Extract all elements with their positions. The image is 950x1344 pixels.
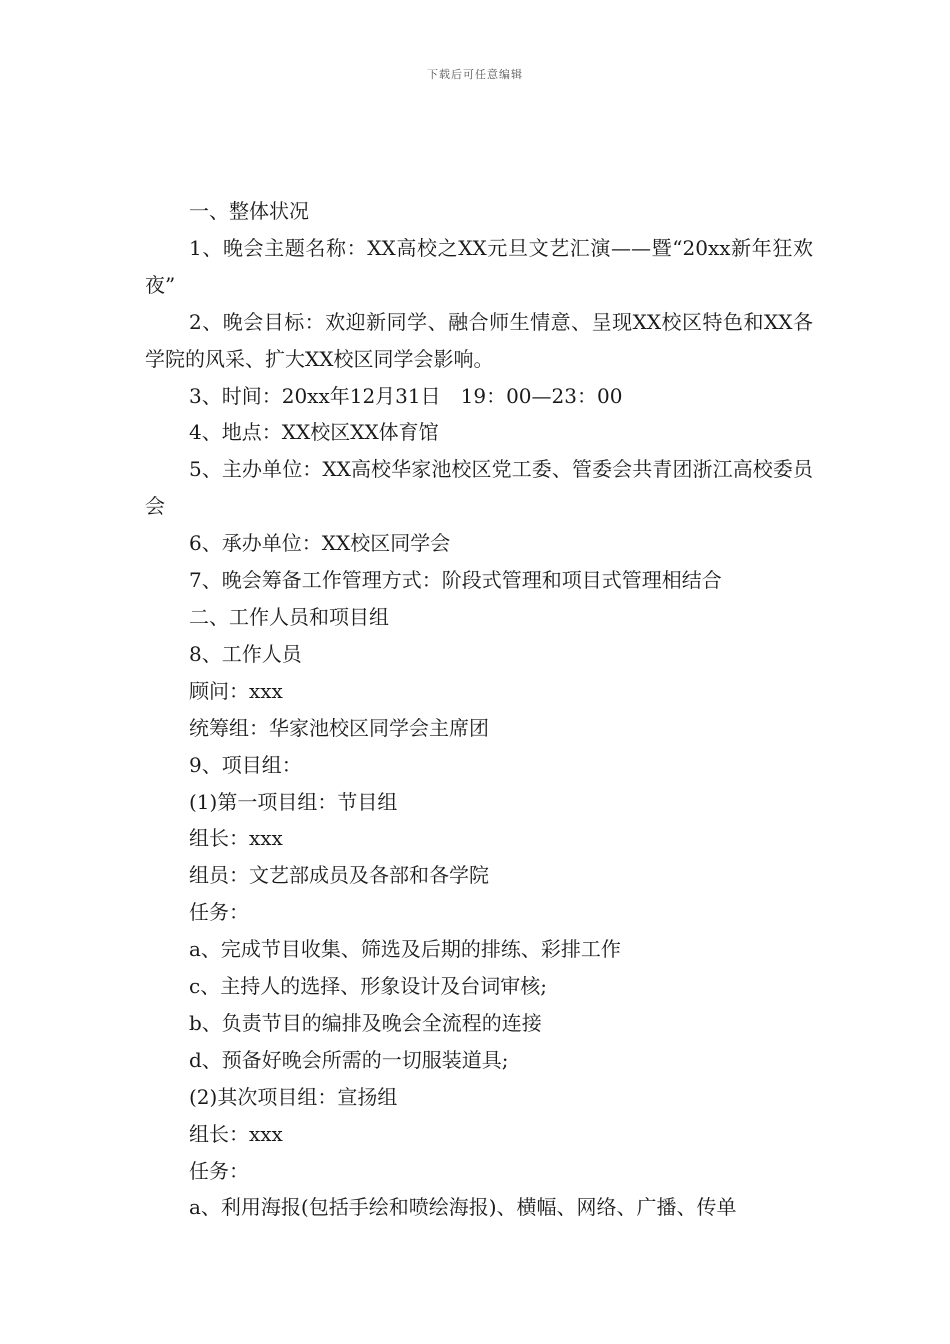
- paragraph-management: 7、晚会筹备工作管理方式：阶段式管理和项目式管理相结合: [189, 568, 722, 593]
- paragraph-group-1-tasks: 任务：: [189, 900, 249, 925]
- paragraph-group-1-members: 组员：文艺部成员及各部和各学院: [189, 863, 489, 888]
- paragraph-project-groups: 9、项目组：: [189, 752, 302, 777]
- paragraph-advisor: 顾问：xxx: [189, 678, 283, 703]
- page-header: 下载后可任意编辑: [427, 68, 523, 81]
- paragraph-group-2-leader: 组长：xxx: [189, 1121, 283, 1146]
- paragraph-organizer: 5、主办单位：XX高校华家池校区党工委、管委会共青团浙江高校委员会: [145, 457, 813, 519]
- list-item: a、利用海报(包括手绘和喷绘海报)、横幅、网络、广播、传单: [189, 1195, 737, 1220]
- document-body: [145, 193, 813, 1226]
- paragraph-coordination: 统筹组：华家池校区同学会主席团: [189, 715, 489, 740]
- paragraph-time: 3、时间：20xx年12月31日 19：00—23：00: [189, 383, 623, 408]
- paragraph-group-1: (1)第一项目组：节目组: [189, 789, 398, 814]
- list-item: b、负责节目的编排及晚会全流程的连接: [189, 1010, 542, 1035]
- paragraph-group-2-tasks: 任务：: [189, 1158, 249, 1183]
- paragraph-group-2: (2)其次项目组：宣扬组: [189, 1084, 398, 1109]
- paragraph-theme: 1、晚会主题名称：XX高校之XX元旦文艺汇演——暨“20xx新年狂欢夜”: [145, 235, 813, 297]
- list-item: a、完成节目收集、筛选及后期的排练、彩排工作: [189, 937, 621, 962]
- paragraph-group-1-leader: 组长：xxx: [189, 826, 283, 851]
- section-heading-overview: 一、整体状况: [189, 199, 309, 223]
- paragraph-host: 6、承办单位：XX校区同学会: [189, 531, 451, 556]
- section-heading-staff: 二、工作人员和项目组: [189, 604, 389, 629]
- paragraph-goal: 2、晚会目标：欢迎新同学、融合师生情意、呈现XX校区特色和XX各学院的风采、扩大XX校区同学会影响。: [145, 309, 813, 371]
- paragraph-location: 4、地点：XX校区XX体育馆: [189, 420, 439, 445]
- list-item: c、主持人的选择、形象设计及台词审核;: [189, 974, 547, 999]
- list-item: d、预备好晚会所需的一切服装道具;: [189, 1047, 509, 1072]
- paragraph-staff: 8、工作人员: [189, 641, 302, 666]
